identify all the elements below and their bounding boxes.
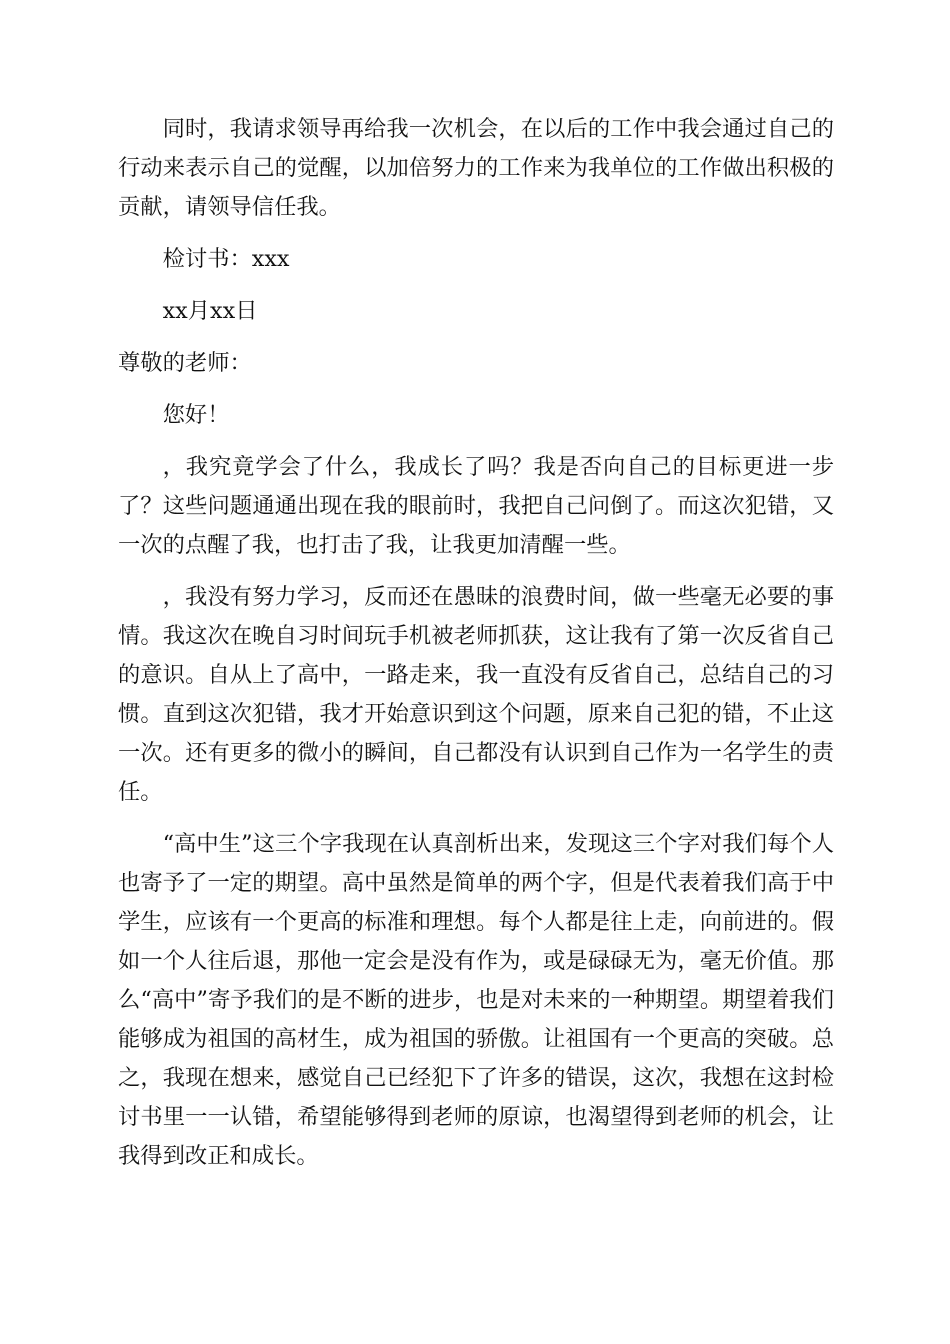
- document-body: [118, 110, 834, 1189]
- paragraph-reflection: ，我没有努力学习，反而还在愚昧的浪费时间，做一些毫无必要的事情。我这次在晚自习时间玩手机被老师抓获，这让我有了第一次反省自己的意识。自从上了高中，一路走来，我一直没有反省自己，总结自己的习惯。直到这次犯错，我才开始意识到这个问题，原来自己犯的错，不止这一次。还有更多的微小的瞬间，自己都没有认识到自己作为一名学生的责任。: [118, 584, 834, 805]
- signature-line: 检讨书：xxx: [162, 246, 290, 272]
- date-line: xx月xx日: [162, 298, 258, 324]
- paragraph-high-school-meaning: “高中生”这三个字我现在认真剖析出来，发现这三个字对我们每个人也寄予了一定的期望。高中虽然是简单的两个字，但是代表着我们高于中学生，应该有一个更高的标准和理想。每个人都是往上走，向前进的。假如一个人往后退，那他一定会是没有作为，或是碌碌无为，毫无价值。那么“高中”寄予我们的是不断的进步，也是对未来的一种期望。期望着我们能够成为祖国的高材生，成为祖国的骄傲。让祖国有一个更高的突破。总之，我现在想来，感觉自己已经犯下了许多的错误，这次，我想在这封检讨书里一一认错，希望能够得到老师的原谅，也渴望得到老师的机会，让我得到改正和成长。: [118, 831, 834, 1169]
- greeting: 您好！: [162, 402, 230, 428]
- salutation: 尊敬的老师：: [118, 350, 252, 376]
- paragraph-self-question: ，我究竟学会了什么，我成长了吗？我是否向自己的目标更进一步了？这些问题通通出现在我的眼前时，我把自己问倒了。而这次犯错，又一次的点醒了我，也打击了我，让我更加清醒一些。: [118, 454, 834, 558]
- paragraph-request-chance: 同时，我请求领导再给我一次机会，在以后的工作中我会通过自己的行动来表示自己的觉醒，以加倍努力的工作来为我单位的工作做出积极的贡献，请领导信任我。: [118, 116, 834, 220]
